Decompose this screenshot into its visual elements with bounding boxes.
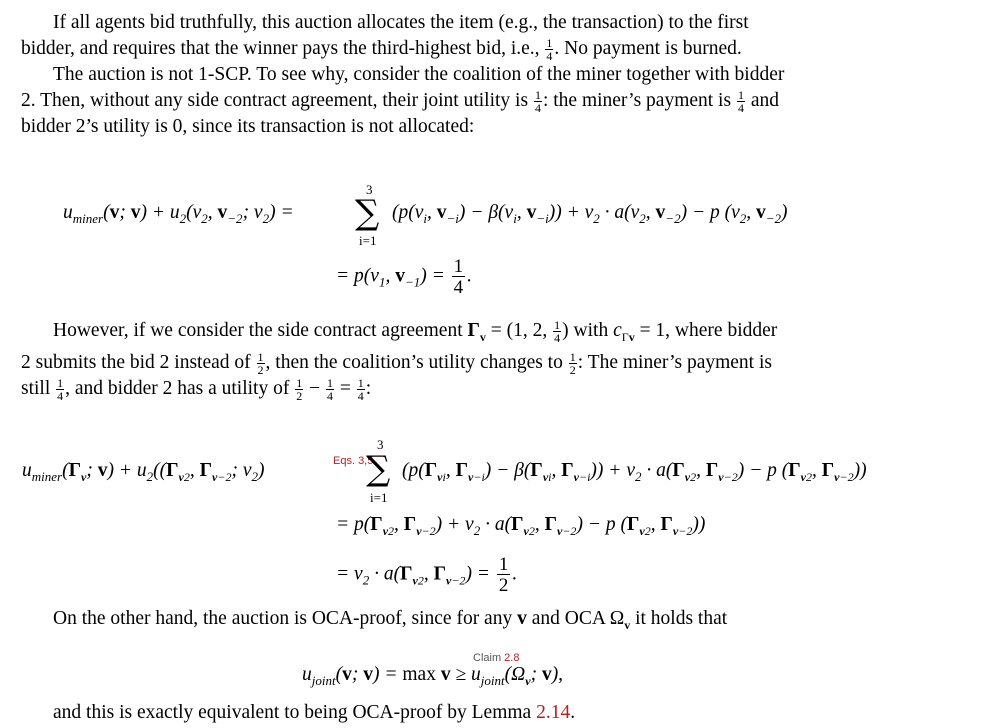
equation-2-line-1: $u_{miner}(\Gamma_v$; $v) + u_2((\Gamma_{v2}$, $\Gamma_{v-2}$; $v_2$) — [22, 460, 265, 484]
claim-tag: Claim 2.8 — [473, 652, 520, 664]
equation-2-rhs: ($p(\Gamma_{vi}$, $\Gamma_{v-i}) - \beta(\Gamma_{vi}$, $\Gamma_{v-i})) + v_2 \cdot a(\Gamma_{v2}$, $\Gamma_{v-2}) - p$ ($\Gamma_{v2}$, $\Gamma_{v-2}$)) — [402, 460, 867, 484]
lemma-sentence: and this is exactly equivalent to being OCA-proof by Lemma — [53, 702, 532, 723]
equation-3: $u_{joint}(v$; $v) = \max v \ge u_{joint}(\Omega_v$; v), — [302, 664, 564, 688]
sum-symbol-1: ∑ — [355, 193, 380, 233]
paragraph-5: and this is exactly equivalent to being OCA-proof by Lemma 2.14. — [53, 702, 576, 723]
equation-1-line-2: = $p(v_1$, $v_{-1}$) = $\frac{1}{4}$ . — [336, 256, 472, 298]
sum-upper-1: 3 — [366, 182, 373, 197]
paragraph-1: If all agents bid truthfully, this auction allocates the item (e.g., the transaction) to the first bidder, and requires that the winner pays the third-highest bid, i.e., $\frac{1}{4}$ . No payment is burned. — [21, 12, 749, 64]
sum-lower-2: i=1 — [370, 490, 388, 505]
paragraph-2: The auction is not 1-SCP. To see why, consider the coalition of the miner together with bidder 2. Then, without any side contract agreement, their joint utility is $\frac{1}{4}$ : the miner’s payment is $\frac{1}{4}$ and bidder 2’s utility is 0, since its transaction is not allocated: — [21, 64, 785, 138]
sum-lower-1: i=1 — [359, 233, 377, 248]
paragraph-4: On the other hand, the auction is OCA-proof, since for any v and OCA $\Omega_v$ it holds that — [53, 608, 728, 632]
equation-2-line-3: = $v_2 \cdot a(\Gamma_{v2}$, $\Gamma_{v-2}$) = $\frac{1}{2}$ . — [336, 554, 518, 596]
eqs-tag: Eqs. 3,5 — [333, 455, 374, 467]
equation-2-line-2: = $p(\Gamma_{v2}$, $\Gamma_{v-2}) + v_2 \cdot a(\Gamma_{v2}$, $\Gamma_{v-2}) - p$ ($\Gamma_{v2}$, $\Gamma_{v-2}$)) — [336, 514, 706, 538]
sum-symbol-2: ∑ — [366, 449, 391, 489]
equation-1-line-1: $u_{miner}(v$; $v) + u_2(v_2$, $v_{-2}$; $v_2$) = — [63, 202, 294, 226]
lemma-ref-link[interactable]: 2.14 — [536, 702, 571, 723]
sum-upper-2: 3 — [377, 437, 384, 452]
equation-1-rhs: ($p(v_i$, $v_{-i}) - \beta(v_i$, $v_{-i})) + v_2 \cdot a(v_2$, $v_{-2}) - p$ ($v_2$, $v_{-2}$) — [392, 202, 788, 226]
paragraph-3: However, if we consider the side contract agreement $\Gamma_v = (1$, 2, $\frac{1}{4}$ ) with $c_{\Gamma v} = 1$, where bidder 2 submits the bid 2 instead of $\frac{1}{2}$ , then the coalition’s utility changes to $\frac{1}{2}$ : The miner’s payment is still $\frac{1}{4}$ , and bidder 2 has a utility of $\frac{1}{2}$ − $\frac{1}{4}$ = $\frac{1}{4}$ : — [21, 318, 778, 403]
